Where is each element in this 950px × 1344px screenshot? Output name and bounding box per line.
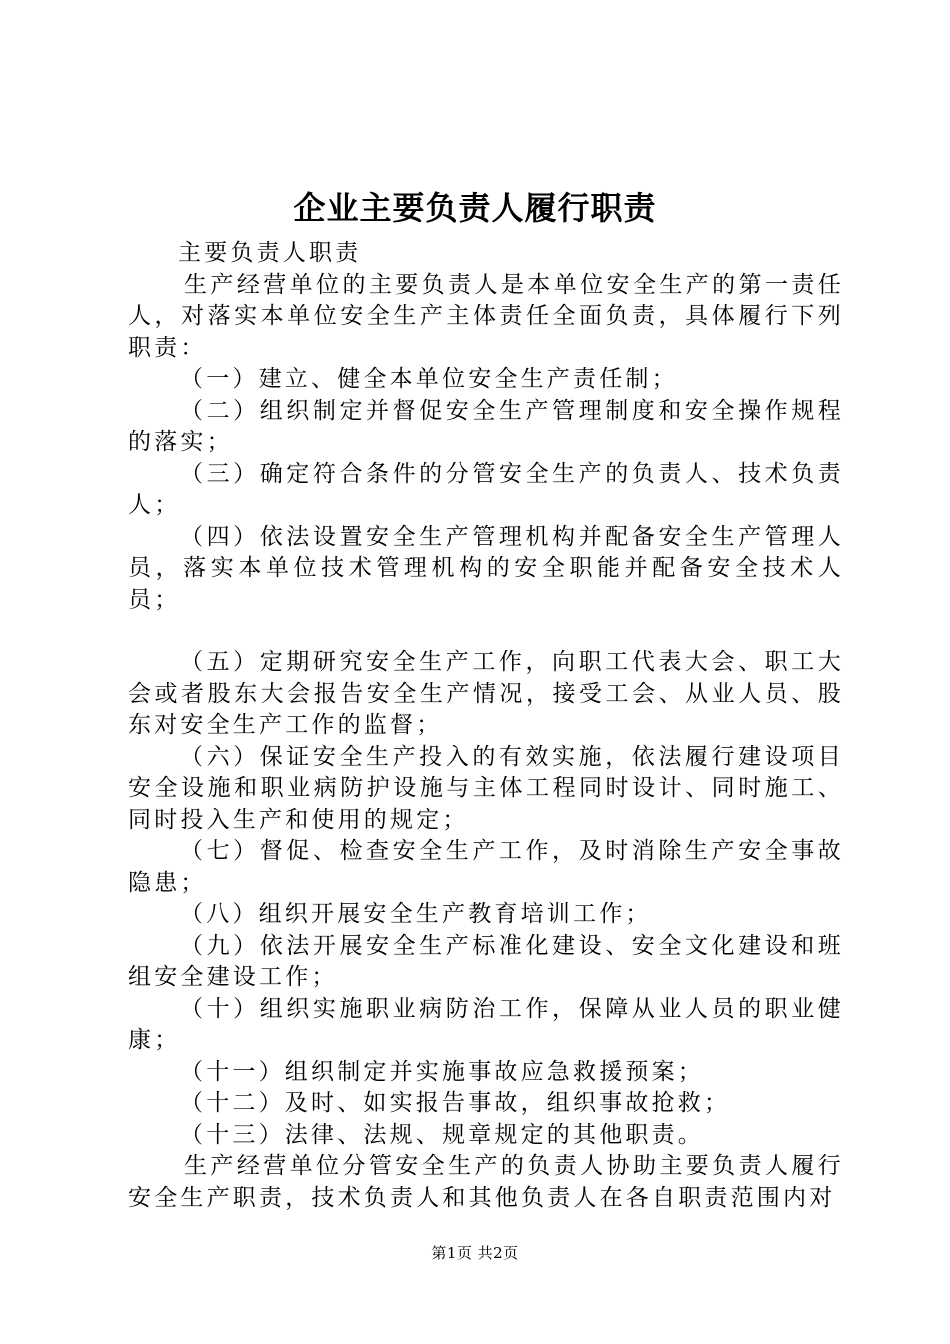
duty-item-3: （三）确定符合条件的分管安全生产的负责人、技术负责人； [128, 460, 844, 518]
duty-item-10: （十）组织实施职业病防治工作，保障从业人员的职业健康； [128, 995, 844, 1053]
duty-item-7: （七）督促、检查安全生产工作，及时消除生产安全事故隐患； [128, 838, 844, 896]
duty-item-9: （九）依法开展安全生产标准化建设、安全文化建设和班组安全建设工作； [128, 932, 844, 990]
duty-item-2: （二）组织制定并督促安全生产管理制度和安全操作规程的落实； [128, 397, 844, 455]
duty-item-13: （十三）法律、法规、规章规定的其他职责。 [180, 1121, 704, 1148]
document-body [128, 238, 844, 1214]
duty-item-12: （十二）及时、如实报告事故，组织事故抢救； [180, 1090, 731, 1116]
page-number-footer: 第1页 共2页 [431, 1244, 519, 1262]
intro-paragraph: 生产经营单位的主要负责人是本单位安全生产的第一责任人，对落实本单位安全生产主体责任全面负责，具体履行下列职责： [128, 271, 844, 361]
duty-item-8: （八）组织开展安全生产教育培训工作； [180, 901, 652, 927]
blank-line [128, 616, 844, 647]
duty-item-1: （一）建立、健全本单位安全生产责任制； [180, 366, 678, 392]
duty-item-4: （四）依法设置安全生产管理机构并配备安全生产管理人员，落实本单位技术管理机构的安全职能并配备安全技术人员； [128, 523, 844, 613]
closing-paragraph: 生产经营单位分管安全生产的负责人协助主要负责人履行安全生产职责，技术负责人和其他负责人在各自职责范围内对 [128, 1153, 844, 1211]
duty-item-11: （十一）组织制定并实施事故应急救援预案； [180, 1058, 704, 1085]
document-title: 企业主要负责人履行职责 [293, 189, 657, 227]
section-heading: 主要负责人职责 [178, 240, 362, 266]
duty-item-5: （五）定期研究安全生产工作，向职工代表大会、职工大会或者股东大会报告安全生产情况，接受工会、从业人员、股东对安全生产工作的监督； [128, 649, 844, 738]
duty-item-6: （六）保证安全生产投入的有效实施，依法履行建设项目安全设施和职业病防护设施与主体工程同时设计、同时施工、同时投入生产和使用的规定； [128, 743, 844, 833]
